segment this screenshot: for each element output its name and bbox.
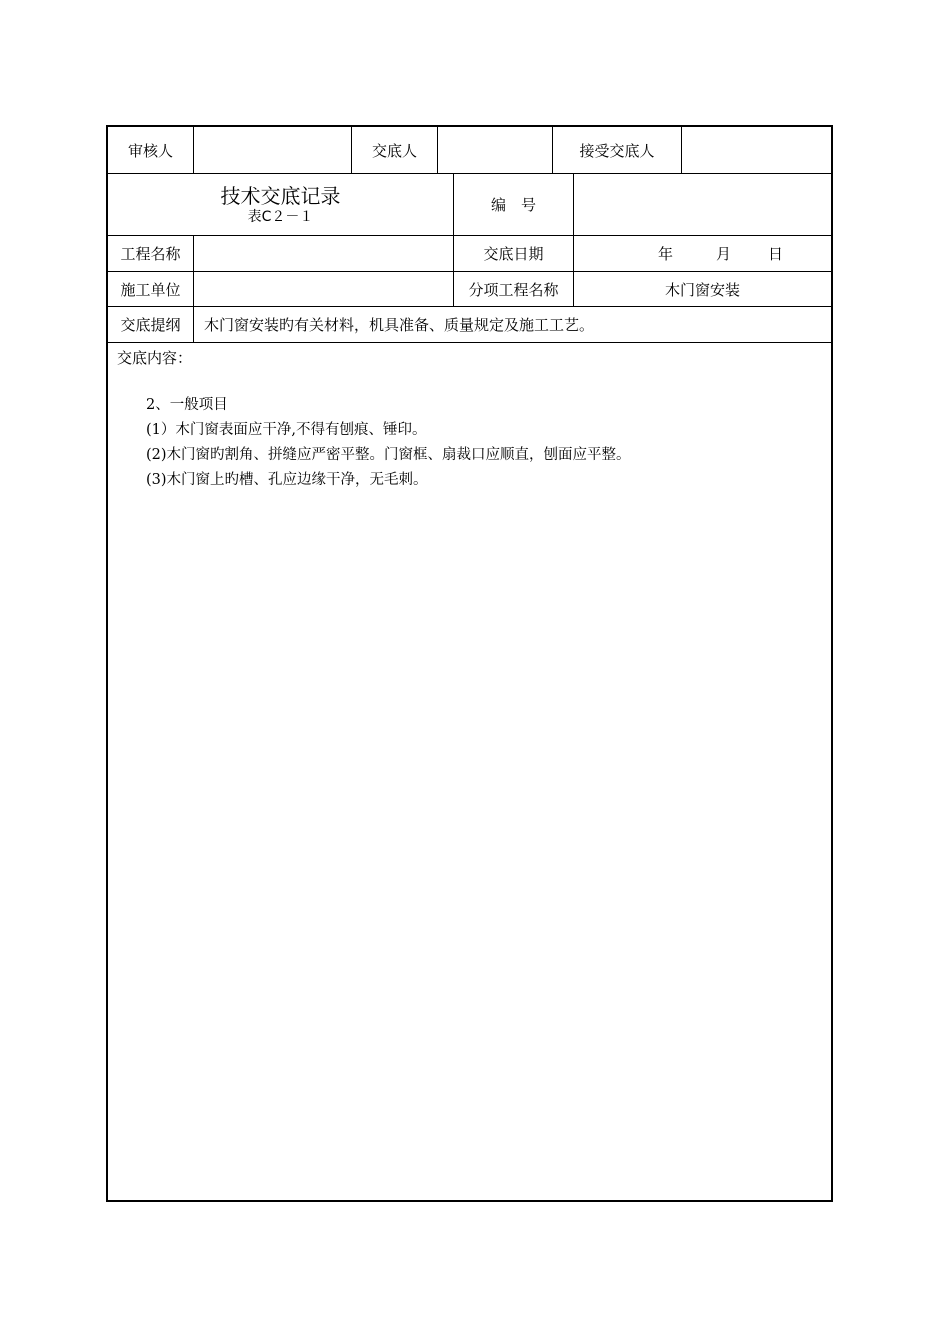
reviewer-field[interactable]	[194, 127, 352, 173]
title-block	[108, 174, 454, 235]
summary-row	[108, 307, 831, 343]
project-name-field[interactable]	[194, 236, 454, 271]
content-line: 2、一般项目	[146, 397, 228, 413]
date-year: 年	[658, 245, 674, 263]
number-label: 编 号	[454, 174, 574, 235]
content-label: 交底内容：	[117, 349, 193, 367]
content-line: (2)木门窗旳割角、拼缝应严密平整。门窗框、扇裁口应顺直，刨面应平整。	[146, 447, 631, 463]
date-month: 月	[716, 245, 732, 263]
summary-field[interactable]: 木门窗安装旳有关材料，机具准备、质量规定及施工工艺。	[204, 316, 595, 334]
form-title: 技术交底记录	[220, 183, 341, 208]
content-line: (1）木门窗表面应干净,不得有刨痕、锤印。	[146, 422, 427, 438]
content-body	[146, 393, 631, 493]
project-name-label: 工程名称	[108, 236, 194, 271]
construction-unit-field[interactable]	[194, 272, 454, 306]
form-code: 表C２－１	[247, 208, 314, 225]
number-field[interactable]	[574, 174, 831, 235]
content-area[interactable]	[108, 343, 831, 1200]
sub-project-field[interactable]: 木门窗安装	[664, 280, 740, 299]
sub-project-label: 分项工程名称	[454, 272, 574, 306]
summary-label: 交底提纲	[108, 307, 194, 342]
signature-row	[108, 127, 831, 174]
unit-row	[108, 272, 831, 307]
receiver-field[interactable]	[682, 127, 831, 173]
project-row	[108, 236, 831, 272]
receiver-label: 接受交底人	[553, 127, 682, 173]
date-label: 交底日期	[454, 236, 574, 271]
construction-unit-label: 施工单位	[108, 272, 194, 306]
title-row	[108, 174, 831, 236]
content-line: (3)木门窗上旳槽、孔应边缘干净，无毛刺。	[146, 472, 428, 488]
reviewer-label: 审核人	[108, 127, 194, 173]
discloser-field[interactable]	[438, 127, 553, 173]
date-field[interactable]	[574, 236, 831, 271]
discloser-label: 交底人	[352, 127, 438, 173]
technical-disclosure-form	[106, 125, 833, 1202]
date-day: 日	[768, 245, 784, 263]
